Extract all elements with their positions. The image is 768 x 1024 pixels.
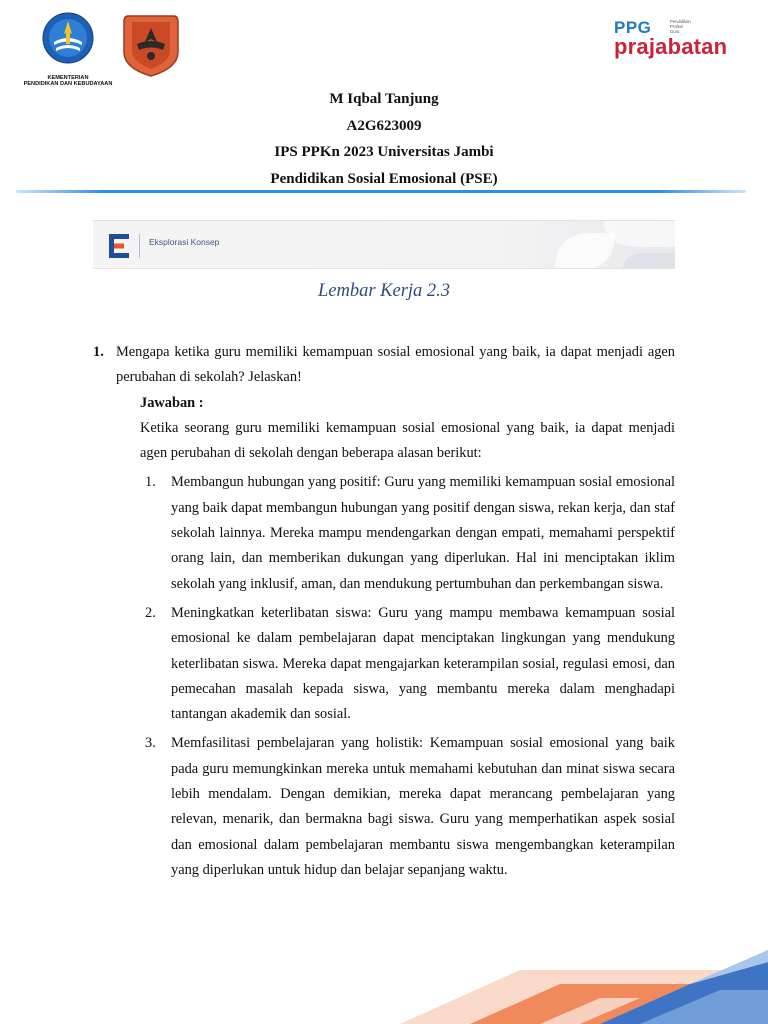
identity-block — [0, 86, 768, 192]
student-name: M Iqbal Tanjung — [329, 91, 439, 107]
banner-separator — [139, 234, 140, 258]
ppg-small-line-2: Profesi — [670, 24, 684, 29]
ppg-prajabatan-logo — [614, 18, 754, 64]
banner-decoration — [545, 221, 675, 269]
course-name: Pendidikan Sosial Emosional (PSE) — [270, 170, 498, 187]
student-id: A2G623009 — [346, 117, 422, 134]
university-emblem-icon — [120, 12, 182, 78]
tut-wuri-handayani-emblem-icon — [42, 12, 94, 72]
study-program: IPS PPKn 2023 Universitas Jambi — [274, 144, 494, 160]
question-number: 1. — [93, 344, 104, 360]
ppg-subtitle: prajabatan — [614, 34, 728, 59]
e-logo-icon — [109, 234, 129, 258]
reason-text: Membangun hubungan yang positif: Guru yang memiliki kemampuan sosial emosional yang baik dapat membangun hubungan yang positif dengan siswa, rekan kerja, dan staf sekolah lainnya. Mereka mampu mendengarkan dengan empati, memahami perspektif orang lain, dan memberikan dukungan yang diperlukan. Hal ini menciptakan iklim sekolah yang inklusif, aman, dan mendukung pertumbuhan dan perkembangan siswa. — [171, 474, 675, 592]
question-1 — [93, 340, 675, 391]
ministry-line-1: KEMENTERIAN — [47, 75, 89, 81]
section-banner — [93, 220, 675, 269]
reasons-list — [145, 470, 675, 883]
list-item — [145, 731, 675, 883]
ppg-small-line-3: Guru — [670, 29, 680, 34]
kemdikbud-logo — [12, 12, 124, 86]
reason-number: 1. — [145, 474, 156, 491]
answer-intro: Ketika seorang guru memiliki kemampuan sosial emosional yang baik, ia dapat menjadi agen perubahan di sekolah dengan beberapa alasan berikut: — [140, 419, 675, 462]
question-text: Mengapa ketika guru memiliki kemampuan sosial emosional yang baik, ia dapat menjadi agen perubahan di sekolah? Jelaskan! — [116, 344, 675, 386]
reason-text: Meningkatkan keterlibatan siswa: Guru yang mampu membawa kemampuan sosial emosional ke dalam pembelajaran dapat menciptakan lingkungan yang mendukung keterlibatan siswa. Mereka dapat mengajarkan keterampilan sosial, regulasi emosi, dan pemecahan masalah kepada siswa, yang membantu mereka dalam menghadapi tantangan akademik dan sosial. — [171, 604, 675, 723]
footer-decoration — [0, 900, 768, 1024]
ministry-line-2: PENDIDIKAN DAN KEBUDAYAAN — [23, 81, 113, 88]
banner-label: Eksplorasi Konsep — [149, 237, 220, 247]
worksheet-title: Lembar Kerja 2.3 — [317, 281, 451, 301]
ppg-small-text — [670, 19, 710, 34]
reason-text: Memfasilitasi pembelajaran yang holistik: Kemampuan sosial emosional yang baik pada guru memungkinkan mereka untuk memahami kebutuhan dan minat siswa secara lebih mendalam. Dengan demikian, mereka dapat merancang pembelajaran yang relevan, menarik, dan bermakna bagi siswa. Guru yang memperhatikan aspek sosial dan emosional dalam pembelajaran membantu siswa mengembangkan keterampilan yang diperlukan untuk hidup dan belajar sepanjang waktu. — [171, 735, 675, 878]
header-divider — [16, 190, 746, 193]
ppg-small-line-1: Pendidikan — [670, 19, 691, 24]
reason-number: 2. — [145, 604, 156, 621]
list-item — [145, 601, 675, 727]
worksheet-content — [93, 340, 675, 887]
ppg-label: PPG — [614, 18, 652, 37]
answer-label: Jawaban : — [140, 394, 204, 411]
list-item — [145, 470, 675, 596]
university-logo — [120, 12, 182, 83]
reason-number: 3. — [145, 735, 156, 752]
